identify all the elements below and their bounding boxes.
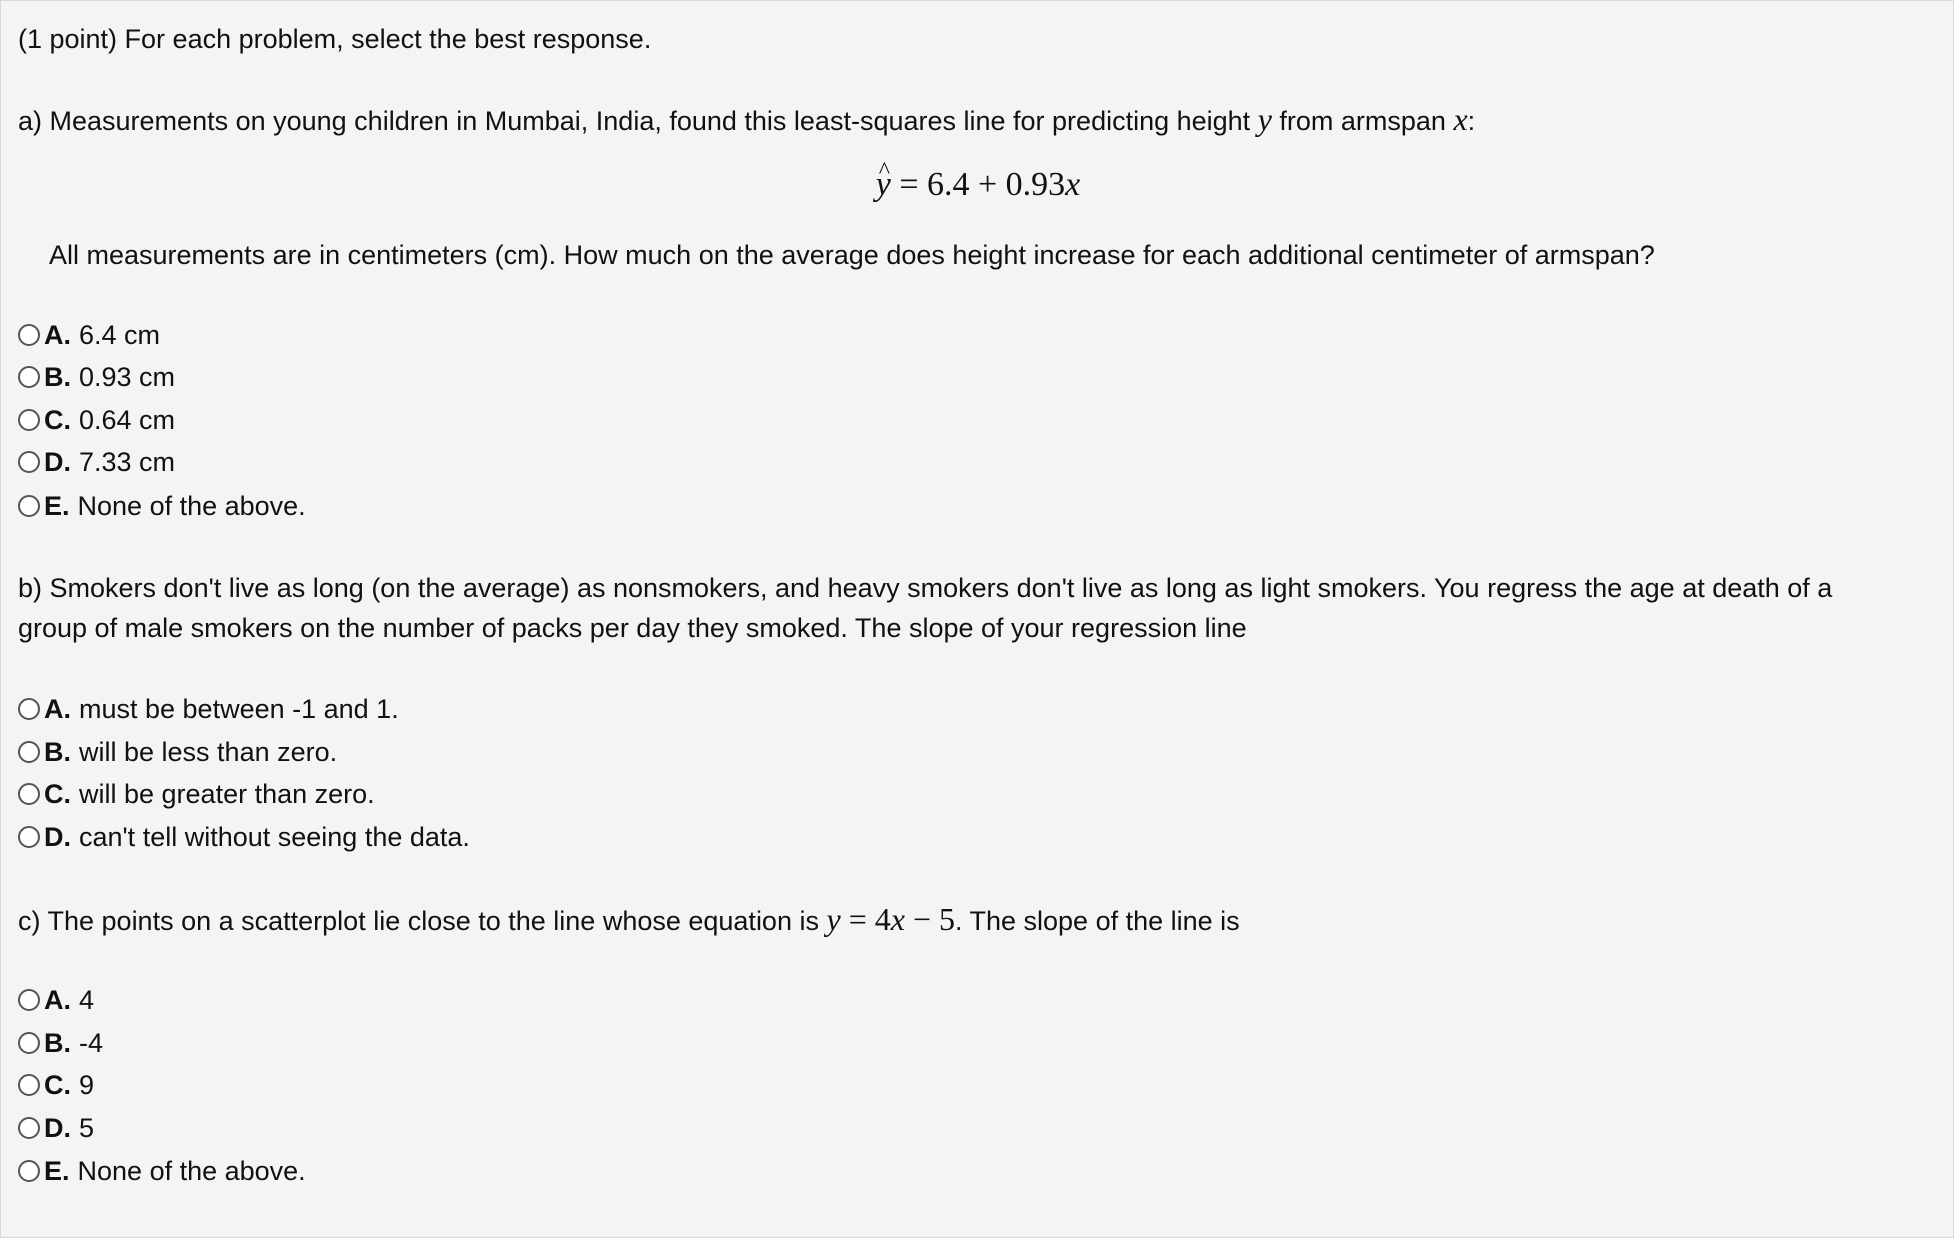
option-letter: E.: [44, 490, 70, 521]
question-a-prompt: [18, 99, 1475, 141]
option-text: can't tell without seeing the data.: [79, 821, 470, 852]
option-letter: D.: [44, 821, 71, 852]
option-letter: C.: [44, 1069, 71, 1100]
option-letter: C.: [44, 778, 71, 809]
radio-button[interactable]: [18, 366, 40, 388]
option-letter: B.: [44, 361, 71, 392]
option-text: 4: [79, 984, 95, 1015]
option-letter: D.: [44, 446, 71, 477]
question-b-prompt-line2: group of male smokers on the number of packs per day they smoked. The slope of your regression line: [18, 613, 1247, 643]
radio-button[interactable]: [18, 826, 40, 848]
option-a-C[interactable]: [18, 402, 175, 438]
question-c-prompt-pre: c) The points on a scatterplot lie close to the line whose equation is: [18, 906, 827, 936]
equation-x: x: [1065, 166, 1081, 203]
equation-body: = 6.4 + 0.93: [890, 166, 1066, 203]
question-c-prompt: [18, 899, 1240, 941]
option-letter: E.: [44, 1155, 70, 1186]
option-letter: A.: [44, 693, 71, 724]
option-a-A[interactable]: [18, 317, 160, 353]
option-text: 5: [79, 1112, 95, 1143]
radio-button[interactable]: [18, 1117, 40, 1139]
radio-button[interactable]: [18, 451, 40, 473]
option-text: -4: [79, 1027, 104, 1058]
option-text: must be between -1 and 1.: [79, 693, 399, 724]
question-c-prompt-end: . The slope of the line is: [954, 906, 1240, 936]
radio-button[interactable]: [18, 409, 40, 431]
equation-equals: = 4: [840, 901, 891, 937]
option-a-D[interactable]: [18, 444, 175, 480]
option-b-C[interactable]: [18, 776, 375, 812]
equation-tail: − 5: [904, 901, 955, 937]
option-text: will be greater than zero.: [79, 778, 375, 809]
question-a-prompt-mid: from armspan: [1271, 106, 1454, 136]
option-c-C[interactable]: [18, 1067, 94, 1103]
option-text: will be less than zero.: [79, 736, 338, 767]
math-var-y: y: [826, 901, 841, 937]
equation-yhat: ^ y: [876, 163, 891, 207]
option-letter: B.: [44, 736, 71, 767]
question-a-prompt-end: :: [1467, 106, 1476, 136]
option-text: 0.93 cm: [79, 361, 176, 392]
option-text: 0.64 cm: [79, 404, 176, 435]
math-var-y: y: [1257, 101, 1272, 137]
option-text: 6.4 cm: [79, 319, 161, 350]
radio-button[interactable]: [18, 1032, 40, 1054]
option-b-B[interactable]: [18, 734, 337, 770]
radio-button[interactable]: [18, 741, 40, 763]
regression-equation: [1, 163, 1954, 207]
math-var-x: x: [890, 901, 905, 937]
option-b-D[interactable]: [18, 819, 470, 855]
option-letter: A.: [44, 319, 71, 350]
radio-button[interactable]: [18, 783, 40, 805]
radio-button[interactable]: [18, 1074, 40, 1096]
option-a-B[interactable]: [18, 359, 175, 395]
option-text: None of the above.: [77, 1155, 306, 1186]
option-text: 7.33 cm: [79, 446, 176, 477]
option-c-D[interactable]: [18, 1110, 94, 1146]
math-var-x: x: [1453, 101, 1468, 137]
option-c-B[interactable]: [18, 1025, 103, 1061]
radio-button[interactable]: [18, 698, 40, 720]
problem-header: (1 point) For each problem, select the best response.: [18, 24, 652, 54]
option-letter: C.: [44, 404, 71, 435]
option-b-A[interactable]: [18, 691, 399, 727]
radio-button[interactable]: [18, 1160, 40, 1182]
option-letter: A.: [44, 984, 71, 1015]
radio-button[interactable]: [18, 324, 40, 346]
question-a-followup: All measurements are in centimeters (cm). How much on the average does height increase for each additional centimeter of armspan?: [49, 240, 1655, 270]
option-c-A[interactable]: [18, 982, 94, 1018]
option-text: 9: [79, 1069, 95, 1100]
option-text: None of the above.: [77, 490, 306, 521]
option-c-E[interactable]: [18, 1153, 306, 1189]
question-b-prompt-line1: b) Smokers don't live as long (on the average) as nonsmokers, and heavy smokers don't live as long as light smokers. You regress the age at death of a: [18, 573, 1833, 603]
radio-button[interactable]: [18, 495, 40, 517]
question-a-prompt-pre: a) Measurements on young children in Mumbai, India, found this least-squares line for predicting height: [18, 106, 1258, 136]
option-letter: D.: [44, 1112, 71, 1143]
radio-button[interactable]: [18, 989, 40, 1011]
option-a-E[interactable]: [18, 488, 306, 524]
option-letter: B.: [44, 1027, 71, 1058]
